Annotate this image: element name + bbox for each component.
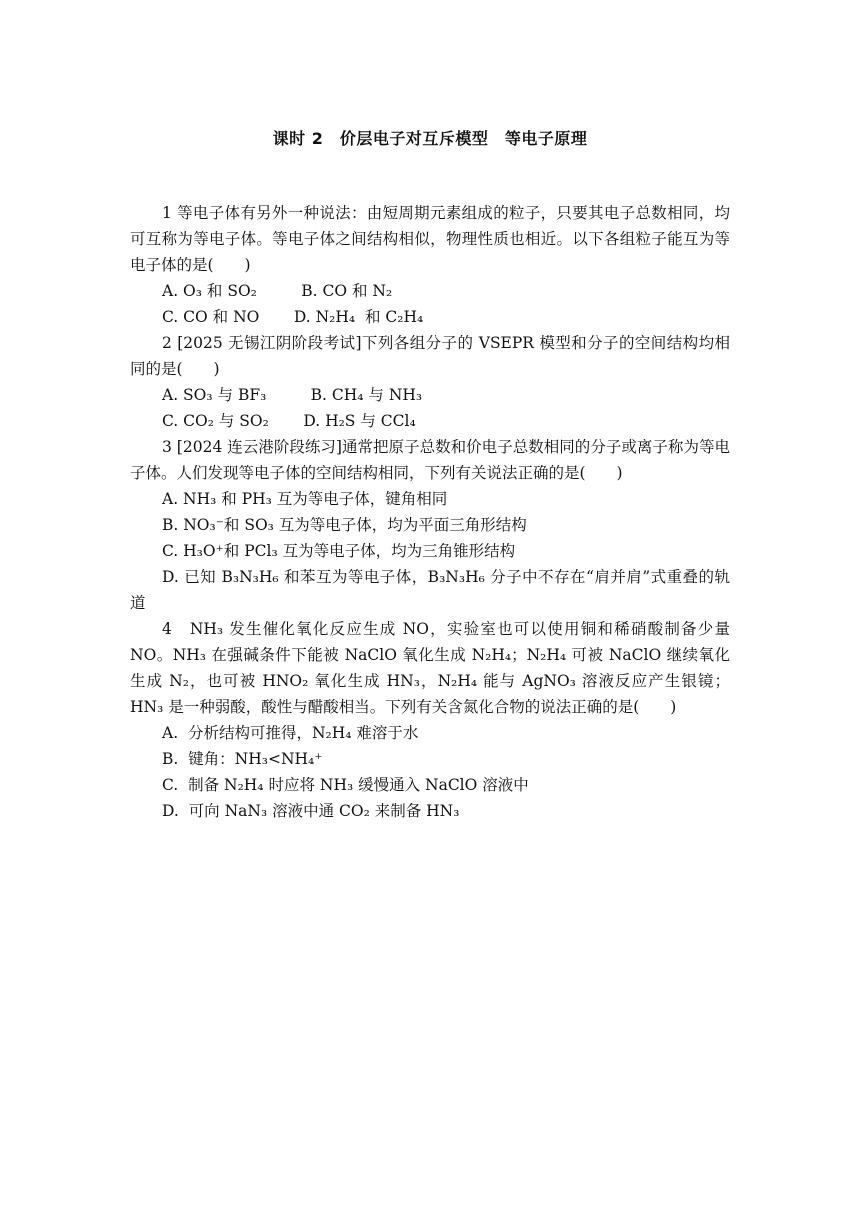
question-4-option-c: C. 制备 N₂H₄ 时应将 NH₃ 缓慢通入 NaClO 溶液中 <box>162 776 529 794</box>
question-4-option-b: B. 键角：NH₃<NH₄⁺ <box>162 750 323 768</box>
question-1-option-c: C. CO 和 NO <box>162 308 260 326</box>
question-1-option-b: B. CO 和 N₂ <box>301 282 393 300</box>
question-2-options-cd <box>130 408 730 434</box>
question-2-stem: 2 [2025 无锡江阴阶段考试]下列各组分子的 VSEPR 模型和分子的空间结构均相同的是( ) <box>130 334 730 378</box>
question-4-stem: 4 NH₃ 发生催化氧化反应生成 NO，实验室也可以使用铜和稀硝酸制备少量 NO。NH₃ 在强碱条件下能被 NaClO 氧化生成 N₂H₄；N₂H₄ 可被 NaClO 继续氧化生成 N₂，也可被 HNO₂ 氧化生成 HN₃，N₂H₄ 能与 AgNO₃ 溶液反应产生银镜；HN₃ 是一种弱酸，酸性与醋酸相当。下列有关含氮化合物的说法正确的是( ) <box>130 620 730 716</box>
page-title <box>0 126 860 149</box>
question-1 <box>130 200 730 330</box>
question-3-stem: 3 [2024 连云港阶段练习]通常把原子总数和价电子总数相同的分子或离子称为等电子体。人们发现等电子体的空间结构相同，下列有关说法正确的是( ) <box>130 438 730 482</box>
question-4-option-a: A. 分析结构可推得，N₂H₄ 难溶于水 <box>162 724 419 742</box>
question-3-option-c: C. H₃O⁺和 PCl₃ 互为等电子体，均为三角锥形结构 <box>162 542 516 560</box>
question-2-option-b: B. CH₄ 与 NH₃ <box>310 386 423 404</box>
question-4-option-d: D. 可向 NaN₃ 溶液中通 CO₂ 来制备 HN₃ <box>162 802 460 820</box>
question-2-option-d: D. H₂S 与 CCl₄ <box>303 412 416 430</box>
question-3-option-b: B. NO₃⁻和 SO₃ 互为等电子体，均为平面三角形结构 <box>162 516 527 534</box>
question-2-option-a: A. SO₃ 与 BF₃ <box>162 386 267 404</box>
question-1-options-ab <box>130 278 730 304</box>
question-1-options-cd <box>130 304 730 330</box>
question-2-options-ab <box>130 382 730 408</box>
question-2-option-c: C. CO₂ 与 SO₂ <box>162 412 269 430</box>
question-1-option-a: A. O₃ 和 SO₂ <box>162 282 257 300</box>
question-2 <box>130 330 730 434</box>
question-3-option-a: A. NH₃ 和 PH₃ 互为等电子体，键角相同 <box>162 490 448 508</box>
question-3-option-d: D. 已知 B₃N₃H₆ 和苯互为等电子体，B₃N₃H₆ 分子中不存在“肩并肩”式重叠的轨道 <box>130 568 730 612</box>
question-4 <box>130 616 730 824</box>
question-1-option-d: D. N₂H₄ 和 C₂H₄ <box>293 308 424 326</box>
title-text: 课时 2 价层电子对互斥模型 等电子原理 <box>272 129 588 148</box>
question-list <box>130 200 730 824</box>
question-3 <box>130 434 730 616</box>
question-1-stem: 1 等电子体有另外一种说法：由短周期元素组成的粒子，只要其电子总数相同，均可互称为等电子体。等电子体之间结构相似，物理性质也相近。以下各组粒子能互为等电子体的是( ) <box>130 204 730 274</box>
